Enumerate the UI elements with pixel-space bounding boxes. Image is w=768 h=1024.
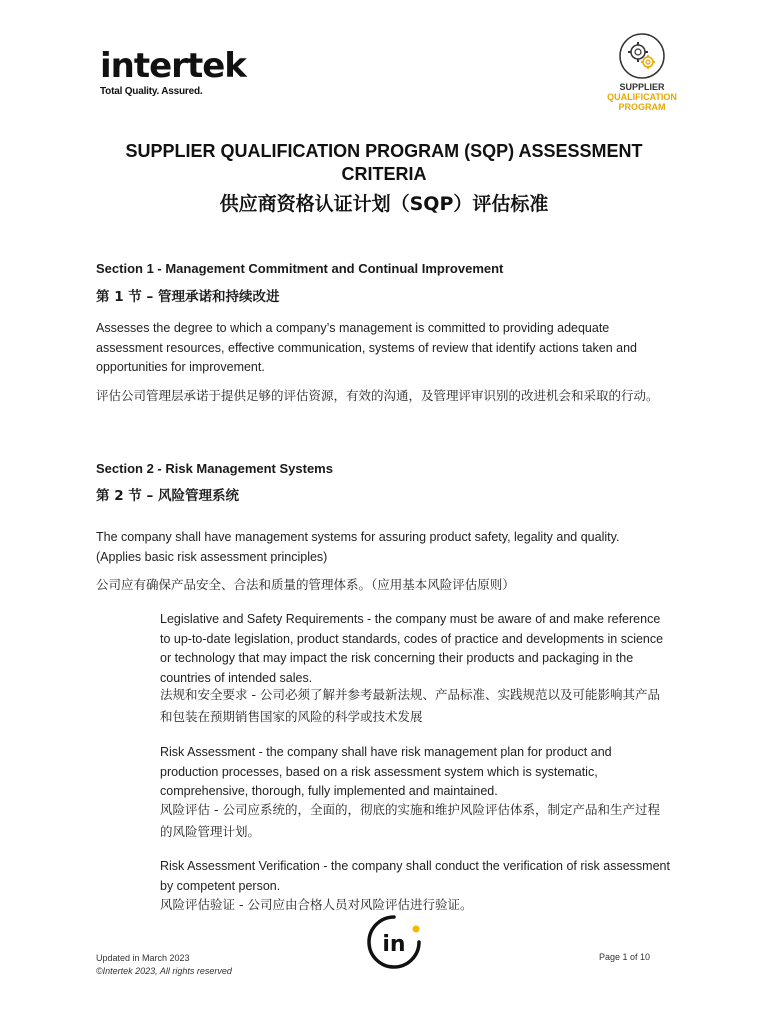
document-title-en (96, 140, 672, 186)
title-en-line-2: CRITERIA (341, 164, 427, 184)
badge-line-program: PROGRAM (618, 102, 666, 112)
section-1-body-zh: 评估公司管理层承诺于提供足够的评估资源，有效的沟通，及管理评审识别的改进机会和采取的行动。 (96, 388, 659, 403)
footer-updated: Updated in March 2023 (96, 953, 190, 963)
gear-icon (618, 32, 666, 80)
footer-copyright: ©Intertek 2023, All rights reserved (96, 966, 232, 976)
intertek-mark-icon (364, 912, 424, 977)
item-risk-verification-zh: 风险评估验证 - 公司应由合格人员对风险评估进行验证。 (160, 897, 473, 912)
item-risk-assessment-en: Risk Assessment - the company shall have risk management plan for product and production processes, based on a risk assessment system which is systematic, comprehensive, thorough, fully implemented and maintained. (160, 745, 612, 798)
section-2-heading-zh: 第 2 节 – 风险管理系统 (96, 488, 239, 504)
logo-wordmark: intertek (100, 46, 246, 86)
section-1-heading-zh: 第 1 节 – 管理承诺和持续改进 (96, 289, 280, 305)
intertek-logo (100, 48, 246, 97)
logo-tagline: Total Quality. Assured. (100, 86, 203, 97)
item-risk-verification-en: Risk Assessment Verification - the company shall conduct the verification of risk assessment by competent person. (160, 859, 670, 893)
badge-line-supplier: SUPPLIER (619, 82, 665, 92)
mark-letter: in (382, 932, 406, 957)
footer-left (96, 952, 232, 978)
badge-line-qualification: QUALIFICATION (607, 92, 677, 102)
document-title-zh: 供应商资格认证计划（SQP）评估标准 (219, 193, 549, 215)
sqp-badge (604, 32, 680, 112)
page-number: Page 1 of 10 (598, 952, 650, 962)
title-en-line-1: SUPPLIER QUALIFICATION PROGRAM (SQP) ASSESSMENT (125, 141, 643, 161)
item-legislative-en: Legislative and Safety Requirements - the company must be aware of and make reference to up-to-date legislation, product standards, codes of practice and developments in science or technology that may impact the risk concerning their products and packaging in the countries of intended sales. (160, 612, 664, 685)
section-2-body-en: The company shall have management systems for assuring product safety, legality and quality. (Applies basic risk assessment principles) (96, 530, 620, 564)
item-legislative-zh: 法规和安全要求 - 公司必须了解并参考最新法规、产品标准、实践规范以及可能影响其产品和包装在预期销售国家的风险的科学或技术发展 (160, 687, 660, 724)
section-1-heading-en: Section 1 - Management Commitment and Continual Improvement (96, 261, 504, 276)
section-1-body-en: Assesses the degree to which a company’s management is committed to providing adequate assessment resources, effective communication, systems of review that identify actions taken and opportunities for improvement. (96, 321, 637, 374)
section-2-heading-en: Section 2 - Risk Management Systems (96, 461, 333, 476)
item-risk-assessment-zh: 风险评估 - 公司应系统的，全面的，彻底的实施和维护风险评估体系，制定产品和生产过程的风险管理计划。 (160, 802, 660, 839)
section-2-body-zh: 公司应有确保产品安全、合法和质量的管理体系。（应用基本风险评估原则） (96, 577, 515, 592)
